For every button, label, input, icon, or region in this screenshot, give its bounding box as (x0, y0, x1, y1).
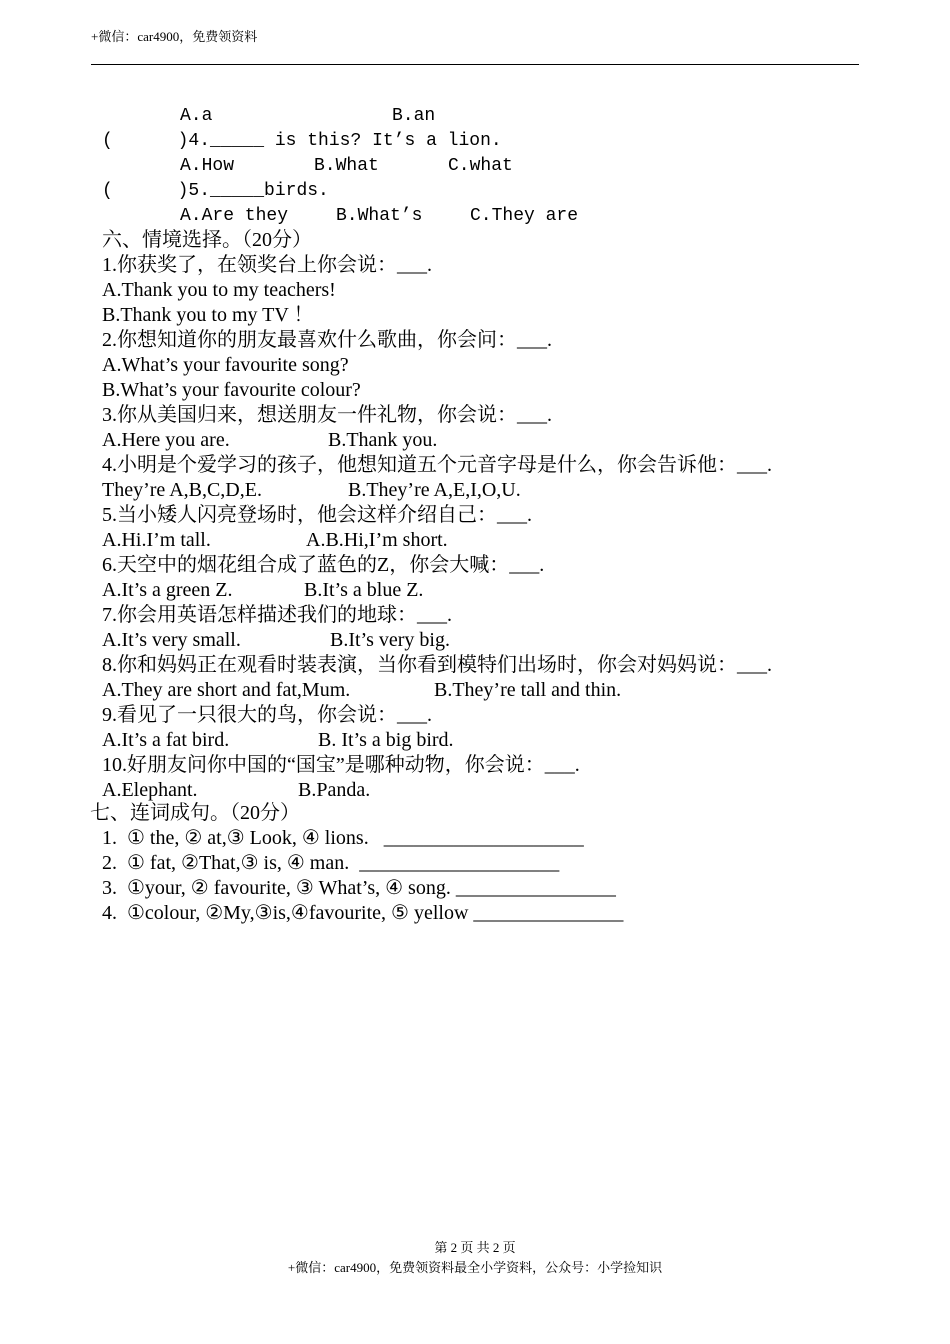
s6-q7-option-a: A.It’s very small. (102, 629, 241, 651)
section6-title: 六、情境选择。（20分） (102, 229, 312, 251)
s6-q2-option-b: B.What’s your favourite colour? (102, 379, 361, 401)
s6-q5-option-b: A.B.Hi,I’m short. (306, 529, 448, 551)
s6-q9: 9.看见了一只很大的鸟，你会说：___. (102, 704, 432, 726)
header-rule (91, 64, 859, 65)
s6-q6-option-a: A.It’s a green Z. (102, 579, 233, 601)
q4-text: is this? It’s a lion. (264, 131, 502, 151)
q5-option-c: C.They are (470, 206, 579, 226)
s6-q2: 2.你想知道你的朋友最喜欢什么歌曲，你会问：___. (102, 329, 552, 351)
q5-blank: _____ (210, 181, 265, 201)
s6-q2-option-a: A.What’s your favourite song? (102, 354, 349, 376)
s7-item-4: 4. ①colour, ②My,③is,④favourite, ⑤ yellow _______________ (102, 902, 624, 924)
s6-q8-option-a: A.They are short and fat,Mum. (102, 679, 351, 701)
s6-q6-option-b: B.It’s a blue Z. (304, 579, 424, 601)
s6-q8-option-b: B.They’re tall and thin. (434, 679, 622, 701)
s6-q1-option-b: B.Thank you to my TV ！ (102, 304, 314, 326)
question-4 (102, 129, 502, 153)
s6-q4-option-b: B.They’re A,E,I,O,U. (348, 479, 521, 501)
s6-q3-option-b: B.Thank you. (328, 429, 438, 451)
s7-item-1: 1. ① the, ② at,③ Look, ④ lions. ____________________ (102, 827, 584, 849)
s7-item-3: 3. ①your, ② favourite, ③ What’s, ④ song. ________________ (102, 877, 616, 899)
q4-option-c: C.what (448, 156, 513, 176)
s6-q9-option-b: B. It’s a big bird. (318, 729, 454, 751)
s6-q10: 10.好朋友问你中国的“国宝”是哪种动物，你会说：___. (102, 754, 580, 776)
s6-q7: 7.你会用英语怎样描述我们的地球：___. (102, 604, 452, 626)
s6-q6: 6.天空中的烟花组合成了蓝色的Z，你会大喊：___. (102, 554, 545, 576)
page-number: 第 2 页 共 2 页 (434, 1240, 516, 1255)
s6-q3-option-a: A.Here you are. (102, 429, 230, 451)
s6-q4: 4.小明是个爱学习的孩子，他想知道五个元音字母是什么，你会告诉他：___. (102, 454, 772, 476)
footer-note: +微信：car4900，免费领资料最全小学资料，公众号：小学捡知识 (287, 1260, 663, 1275)
s6-q5-option-a: A.Hi.I’m tall. (102, 529, 211, 551)
s6-q8: 8.你和妈妈正在观看时装表演，当你看到模特们出场时，你会对妈妈说：___. (102, 654, 772, 676)
q5-paren: ( )5. (102, 181, 211, 201)
s6-q10-option-a: A.Elephant. (102, 779, 198, 801)
q4-blank: _____ (210, 131, 265, 151)
s7-item-2: 2. ① fat, ②That,③ is, ④ man. ____________________ (102, 852, 560, 874)
q3-option-b: B.an (392, 106, 436, 126)
q5-option-b: B.What’s (336, 206, 423, 226)
q5-option-a: A.Are they (180, 206, 289, 226)
q4-paren: ( )4. (102, 131, 211, 151)
header-note: +微信：car4900，免费领资料 (91, 29, 258, 44)
q4-option-b: B.What (314, 156, 379, 176)
s6-q1-option-a: A.Thank you to my teachers! (102, 279, 336, 301)
s6-q3: 3.你从美国归来，想送朋友一件礼物，你会说：___. (102, 404, 552, 426)
s6-q5: 5.当小矮人闪亮登场时，他会这样介绍自己：___. (102, 504, 532, 526)
q3-option-a: A.a (180, 106, 213, 126)
q4-option-a: A.How (180, 156, 235, 176)
s6-q4-option-a: They’re A,B,C,D,E. (102, 479, 262, 501)
s6-q7-option-b: B.It’s very big. (330, 629, 450, 651)
section7-title: 七、连词成句。（20分） (90, 802, 300, 824)
s6-q1: 1.你获奖了，在领奖台上你会说：___. (102, 254, 432, 276)
question-5 (102, 179, 329, 203)
s6-q9-option-a: A.It’s a fat bird. (102, 729, 230, 751)
q5-text: birds. (264, 181, 329, 201)
s6-q10-option-b: B.Panda. (298, 779, 371, 801)
